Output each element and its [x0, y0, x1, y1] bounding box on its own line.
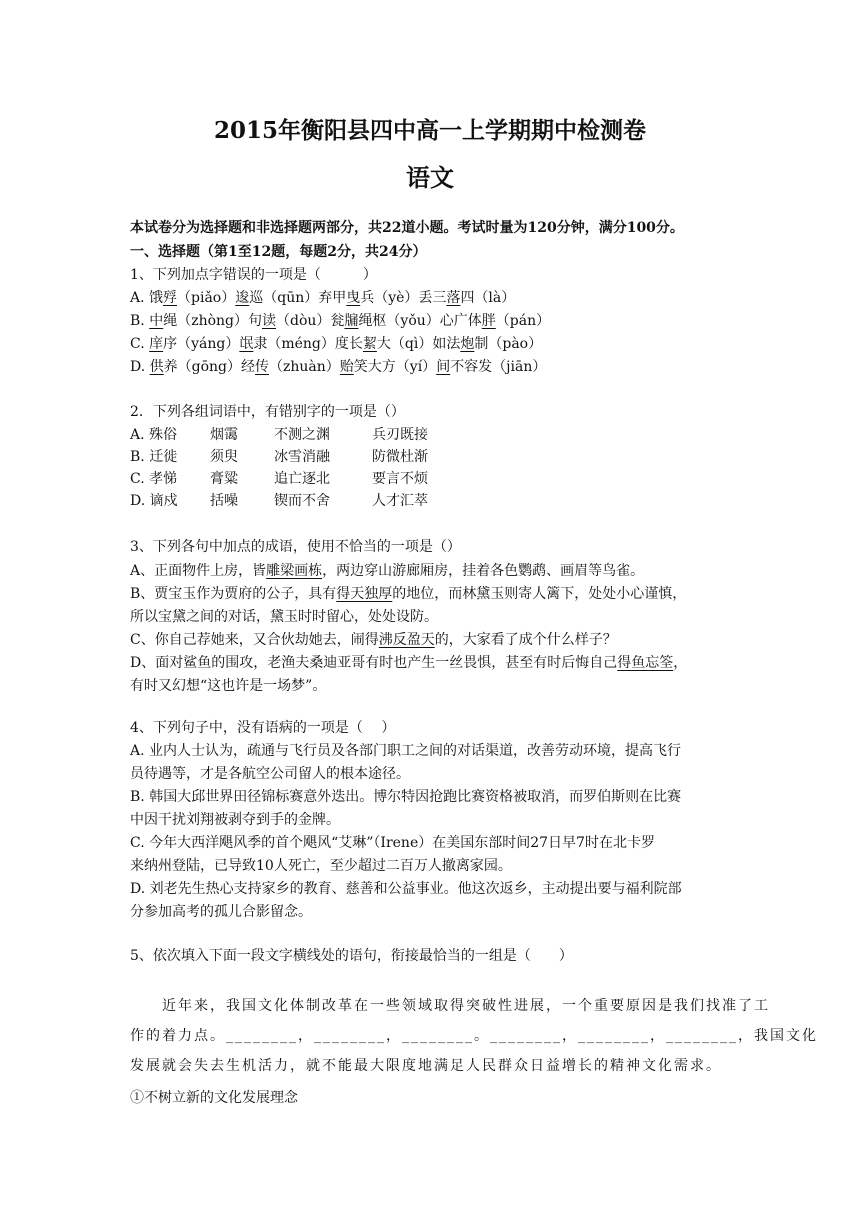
q3-option-d: D、面对鲨鱼的围攻，老渔夫桑迪亚哥有时也产生一丝畏惧，甚至有时后悔自己得鱼忘筌， — [130, 655, 688, 671]
q1-option-d: D. 供养（gōng）经传（zhuàn）贻笑大方（yí）间不容发（jiān） — [130, 359, 547, 375]
q2-option-d: D. 谪戍 括噪 锲而不舍 人才汇萃 — [130, 493, 428, 509]
q3-stem: 3、下列各句中加点的成语，使用不恰当的一项是（） — [130, 539, 461, 555]
q5-passage-line: 作的着力点。________，________，________。________，________，________，我国文化 — [130, 1028, 818, 1044]
q5-option-1: ①不树立新的文化发展理念 — [130, 1090, 298, 1106]
exam-intro: 本试卷分为选择题和非选择题两部分，共22道小题。考试时量为120分钟，满分100分。 — [130, 220, 684, 236]
q5-passage-line: 近年来，我国文化体制改革在一些领域取得突破性进展，一个重要原因是我们找准了工 — [130, 998, 770, 1014]
q2-option-b: B. 迁徙 须臾 冰雪消融 防微杜渐 — [130, 449, 428, 465]
q3-option-d-cont: 有时又幻想“这也许是一场梦”。 — [130, 678, 327, 694]
exam-subject: 语文 — [406, 163, 454, 192]
exam-title: 2015年衡阳县四中高一上学期期中检测卷 — [213, 117, 646, 144]
q4-line: 分参加高考的孤儿合影留念。 — [130, 904, 312, 920]
section-heading: 一、选择题（第1至12题，每题2分，共24分） — [130, 244, 427, 260]
q4-line: 来纳州登陆，已导致10人死亡，至少超过二百万人撤离家园。 — [130, 858, 512, 874]
q2-option-a: A. 殊俗 烟霭 不测之渊 兵刃既接 — [130, 427, 428, 443]
q2-option-c: C. 孝悌 膏粱 追亡逐北 要言不烦 — [130, 471, 428, 487]
q5-stem: 5、依次填入下面一段文字横线处的语句，衔接最恰当的一组是（ ） — [130, 948, 573, 964]
q1-stem: 1、下列加点字错误的一项是（ ） — [130, 267, 377, 283]
q3-option-a: A、正面物件上房，皆雕梁画栋，两边穿山游廊厢房，挂着各色鹦鹉、画眉等鸟雀。 — [130, 563, 645, 579]
q1-option-a: A. 饿殍（piǎo）逡巡（qūn）弃甲曳兵（yè）丢三落四（là） — [130, 290, 516, 306]
q4-line: 员待遇等，才是各航空公司留人的根本途径。 — [130, 766, 410, 782]
q1-option-c: C. 庠序（yáng）氓隶（méng）度长絜大（qì）如法炮制（pào） — [130, 336, 543, 352]
q3-option-b-cont: 所以宝黛之间的对话，黛玉时时留心，处处设防。 — [130, 609, 438, 625]
q1-option-b: B. 中绳（zhòng）句读（dòu）瓮牖绳枢（yǒu）心广体胖（pán） — [130, 313, 551, 329]
q4-line: 中因干扰刘翔被剥夺到手的金牌。 — [130, 812, 340, 828]
q4-line: A. 业内人士认为，疏通与飞行员及各部门职工之间的对话渠道，改善劳动环境，提高飞行 — [130, 743, 682, 759]
q3-option-b: B、贾宝玉作为贾府的公子，具有得天独厚的地位，而林黛玉则寄人篱下，处处小心谨慎， — [130, 586, 687, 602]
q5-passage-line: 发展就会失去生机活力，就不能最大限度地满足人民群众日益增长的精神文化需求。 — [130, 1058, 722, 1074]
q4-stem: 4、下列句子中，没有语病的一项是（ ） — [130, 720, 396, 736]
q4-line: C. 今年大西洋飓风季的首个飓风“艾琳”（Irene）在美国东部时间27日早7时在北卡罗 — [130, 835, 655, 851]
q2-stem: 2．下列各组词语中，有错别字的一项是（） — [130, 404, 405, 420]
q4-line: B. 韩国大邱世界田径锦标赛意外迭出。博尔特因抢跑比赛资格被取消，而罗伯斯则在比赛 — [130, 789, 682, 805]
q3-option-c: C、你自己荐她来，又合伙劫她去，闹得沸反盈天的，大家看了成个什么样子？ — [130, 632, 617, 648]
q4-line: D. 刘老先生热心支持家乡的教育、慈善和公益事业。他这次返乡，主动提出要与福利院部 — [130, 881, 682, 897]
